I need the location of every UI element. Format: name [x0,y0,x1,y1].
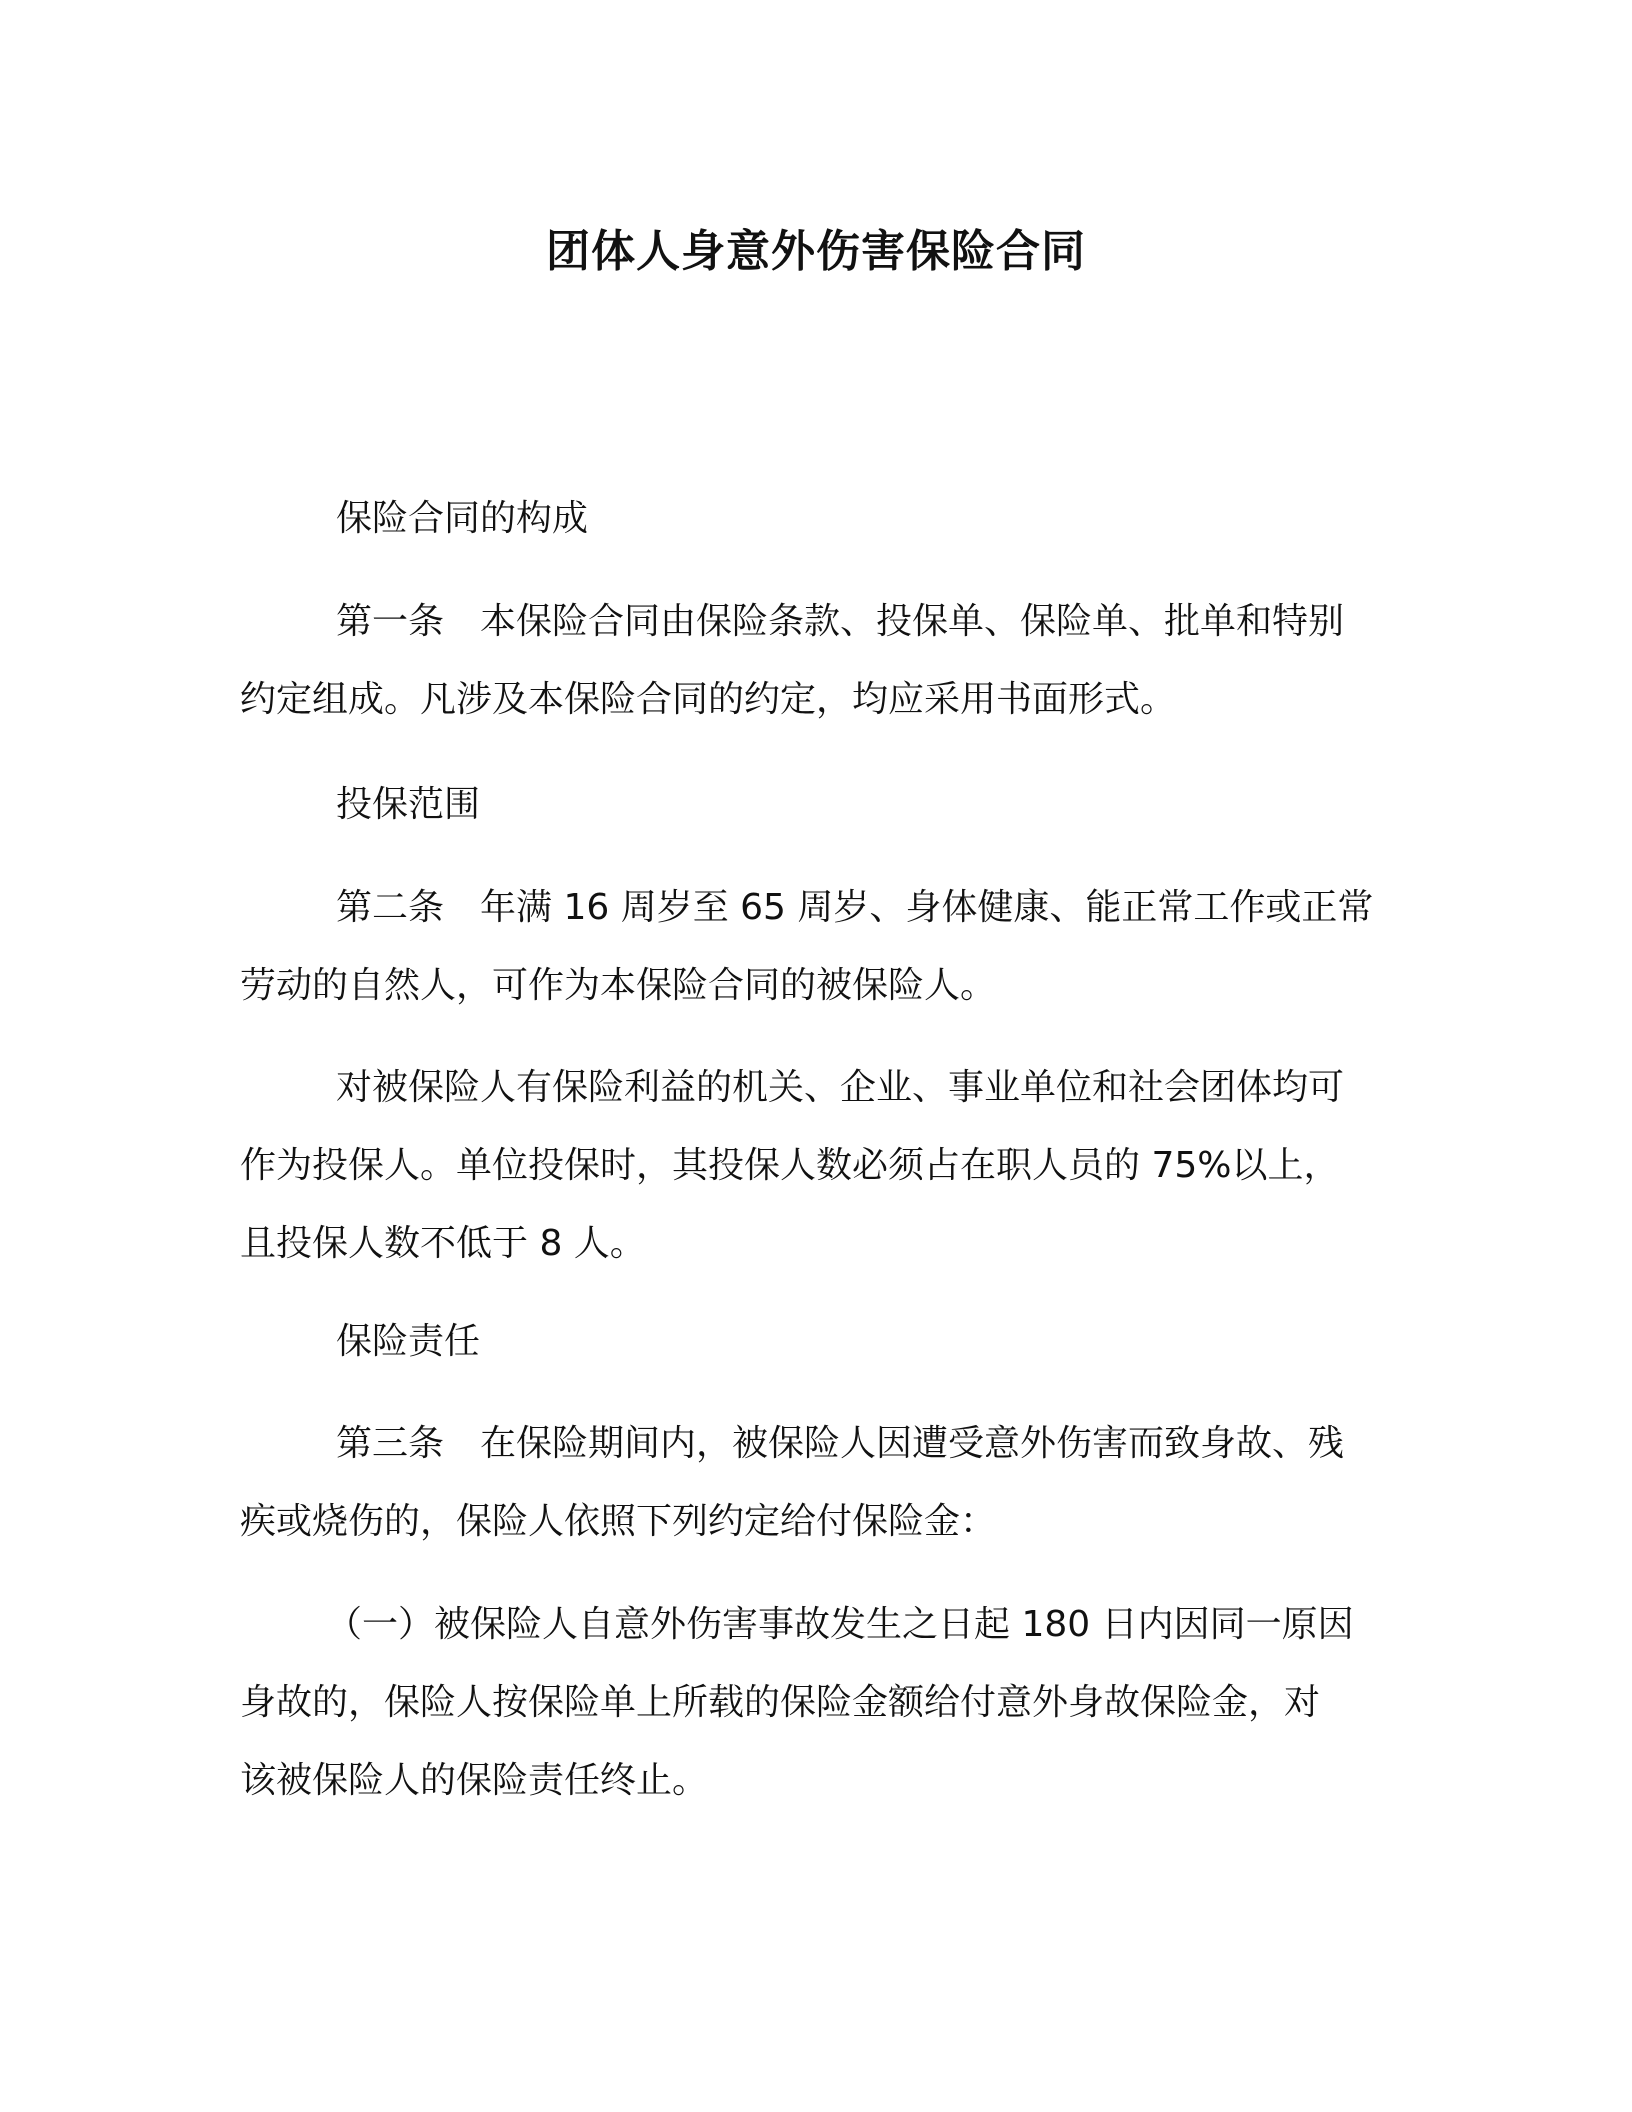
paragraph-line: 疾或烧伤的，保险人依照下列约定给付保险金： [240,1501,997,1542]
paragraph-line: 第三条 在保险期间内，被保险人因遭受意外伤害而致身故、残 [336,1423,1345,1464]
paragraph-line: 身故的，保险人按保险单上所载的保险金额给付意外身故保险金，对 [240,1682,1321,1723]
paragraph-line: 劳动的自然人，可作为本保险合同的被保险人。 [240,965,997,1006]
paragraph-line: 约定组成。凡涉及本保险合同的约定，均应采用书面形式。 [240,679,1177,720]
paragraph-line: 作为投保人。单位投保时，其投保人数必须占在职人员的 75%以上， [240,1145,1340,1186]
section-heading-liability: 保险责任 [336,1321,481,1362]
article-3-paragraph [240,1405,1380,1561]
policyholder-paragraph [240,1049,1380,1283]
paragraph-line: （一）被保险人自意外伤害事故发生之日起 180 日内因同一原因 [326,1604,1354,1645]
paragraph-line: 对被保险人有保险利益的机关、企业、事业单位和社会团体均可 [336,1067,1345,1108]
paragraph-line: 且投保人数不低于 8 人。 [240,1223,646,1264]
section-heading-coverage-scope: 投保范围 [336,784,481,825]
section-heading-composition: 保险合同的构成 [336,498,589,539]
document-title: 团体人身意外伤害保险合同 [546,226,1086,277]
paragraph-line: 该被保险人的保险责任终止。 [240,1760,709,1801]
paragraph-line: 第二条 年满 16 周岁至 65 周岁、身体健康、能正常工作或正常 [336,887,1374,928]
article-1-paragraph [240,583,1380,739]
clause-1-paragraph [240,1586,1380,1820]
paragraph-line: 第一条 本保险合同由保险条款、投保单、保险单、批单和特别 [336,601,1345,642]
article-2-paragraph [240,869,1380,1025]
